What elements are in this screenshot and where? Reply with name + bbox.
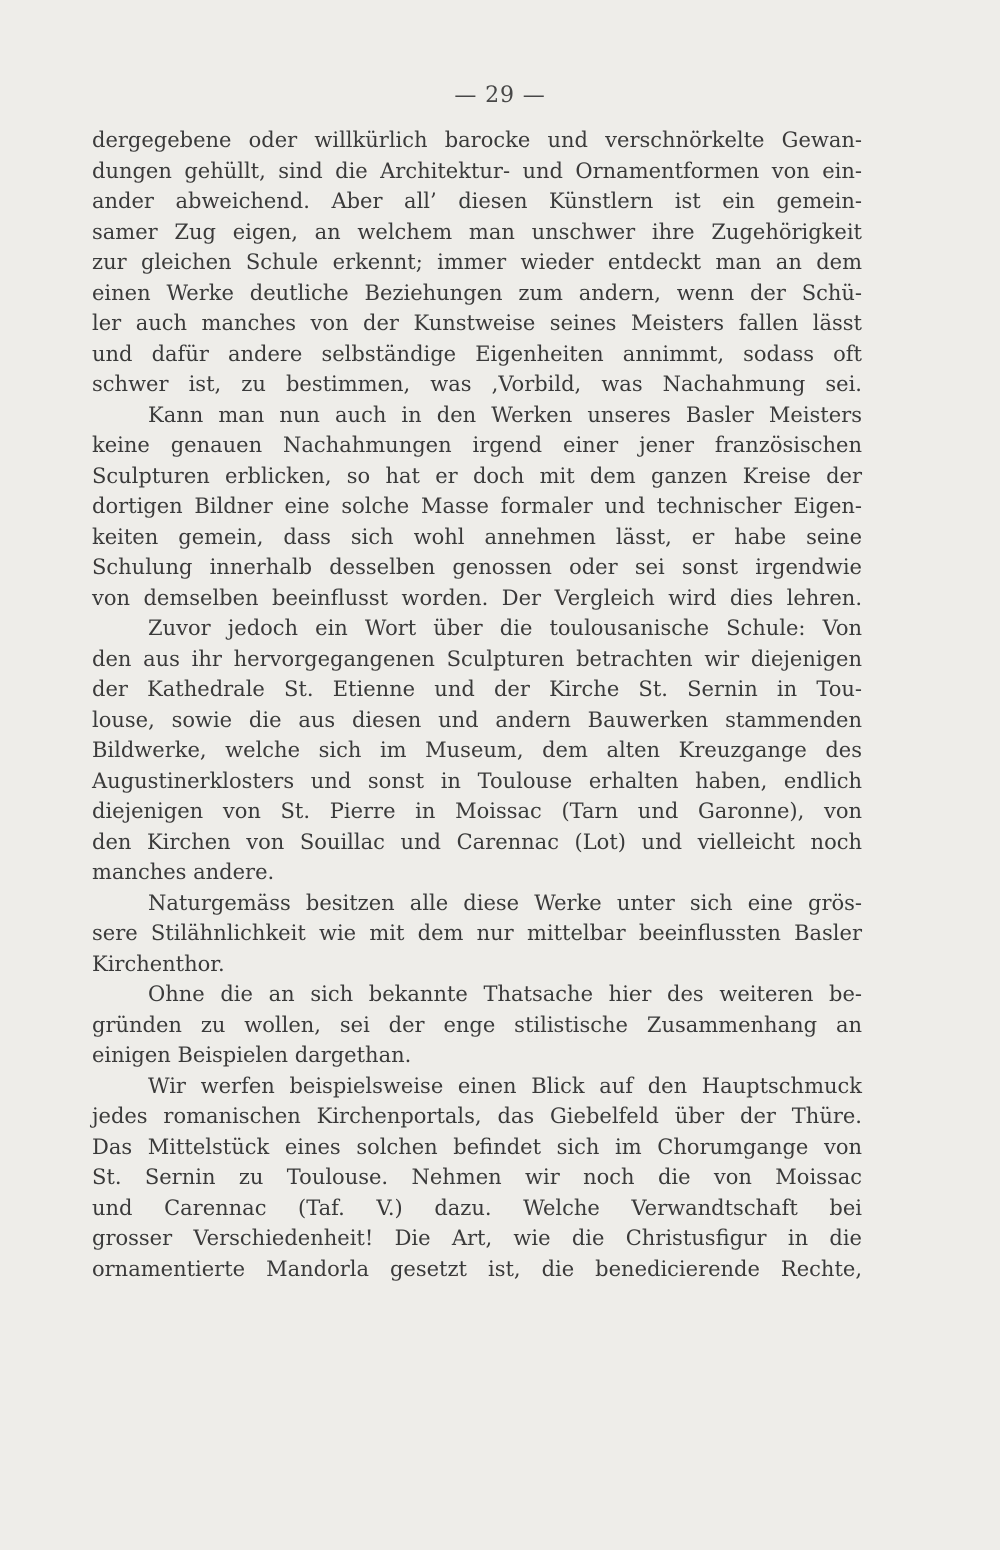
text-line: schwer ist, zu bestimmen, was ,Vorbild, was Nachahmung sei.	[92, 372, 862, 396]
text-line: Naturgemäss besitzen alle diese Werke unter sich eine grös-	[148, 890, 862, 915]
text-line: Kann man nun auch in den Werken unseres Basler Meisters	[148, 402, 862, 427]
text-line: keiten gemein, dass sich wohl annehmen lässt, er habe seine	[92, 524, 862, 549]
text-line: Kirchenthor.	[92, 951, 225, 976]
paragraph	[92, 400, 862, 614]
text-line: dortigen Bildner eine solche Masse formaler und technischer Eigen-	[92, 494, 862, 518]
paragraph	[92, 1071, 862, 1285]
text-line: einigen Beispielen dargethan.	[92, 1043, 412, 1067]
text-line: dungen gehüllt, sind die Architektur- und Ornamentformen von ein-	[92, 158, 862, 183]
text-line: sere Stilähnlichkeit wie mit dem nur mittelbar beeinflussten Basler	[92, 921, 862, 945]
text-line: Sculpturen erblicken, so hat er doch mit dem ganzen Kreise der	[92, 463, 862, 488]
text-line: keine genauen Nachahmungen irgend einer jener französischen	[92, 433, 862, 457]
text-line: Das Mittelstück eines solchen befindet sich im Chorumgange von	[92, 1134, 862, 1159]
body-text	[92, 125, 862, 1284]
paragraph	[92, 125, 862, 400]
text-line: samer Zug eigen, an welchem man unschwer ihre Zugehörigkeit	[92, 219, 862, 244]
text-line: Wir werfen beispielsweise einen Blick auf den Hauptschmuck	[148, 1073, 862, 1098]
text-line: manches andere.	[92, 860, 275, 884]
paragraph	[92, 979, 862, 1071]
text-line: von demselben beeinflusst worden. Der Vergleich wird dies lehren.	[92, 585, 862, 610]
text-line: zur gleichen Schule erkennt; immer wieder entdeckt man an dem	[92, 250, 862, 274]
text-line: den Kirchen von Souillac und Carennac (Lot) und vielleicht noch	[92, 829, 862, 854]
text-line: einen Werke deutliche Beziehungen zum andern, wenn der Schü-	[92, 280, 862, 305]
text-line: gründen zu wollen, sei der enge stilistische Zusammenhang an	[92, 1012, 862, 1037]
text-line: Ohne die an sich bekannte Thatsache hier des weiteren be-	[148, 982, 862, 1006]
text-line: Zuvor jedoch ein Wort über die toulousanische Schule: Von	[148, 616, 862, 640]
text-line: diejenigen von St. Pierre in Moissac (Tarn und Garonne), von	[92, 799, 862, 823]
text-line: St. Sernin zu Toulouse. Nehmen wir noch die von Moissac	[92, 1165, 862, 1189]
text-line: und dafür andere selbständige Eigenheiten annimmt, sodass oft	[92, 341, 862, 366]
paragraph	[92, 888, 862, 980]
text-line: den aus ihr hervorgegangenen Sculpturen betrachten wir diejenigen	[92, 646, 862, 671]
text-line: und Carennac (Taf. V.) dazu. Welche Verwandtschaft bei	[92, 1195, 862, 1220]
text-line: louse, sowie die aus diesen und andern Bauwerken stammenden	[92, 707, 862, 732]
text-line: ler auch manches von der Kunstweise seines Meisters fallen lässt	[92, 311, 862, 335]
page-number: — 29 —	[454, 83, 546, 108]
text-line: Augustinerklosters und sonst in Toulouse erhalten haben, endlich	[92, 768, 862, 793]
paragraph	[92, 613, 862, 888]
text-line: Bildwerke, welche sich im Museum, dem alten Kreuzgange des	[92, 738, 862, 762]
text-line: ander abweichend. Aber all’ diesen Künstlern ist ein gemein-	[92, 189, 862, 213]
text-line: der Kathedrale St. Etienne und der Kirche St. Sernin in Tou-	[92, 677, 862, 701]
text-line: Schulung innerhalb desselben genossen oder sei sonst irgendwie	[92, 555, 862, 579]
text-line: dergegebene oder willkürlich barocke und verschnörkelte Gewan-	[92, 128, 862, 152]
text-line: grosser Verschiedenheit! Die Art, wie die Christusfigur in die	[92, 1226, 862, 1250]
text-line: ornamentierte Mandorla gesetzt ist, die benedicierende Rechte,	[92, 1256, 862, 1281]
text-line: jedes romanischen Kirchenportals, das Giebelfeld über der Thüre.	[92, 1104, 862, 1128]
